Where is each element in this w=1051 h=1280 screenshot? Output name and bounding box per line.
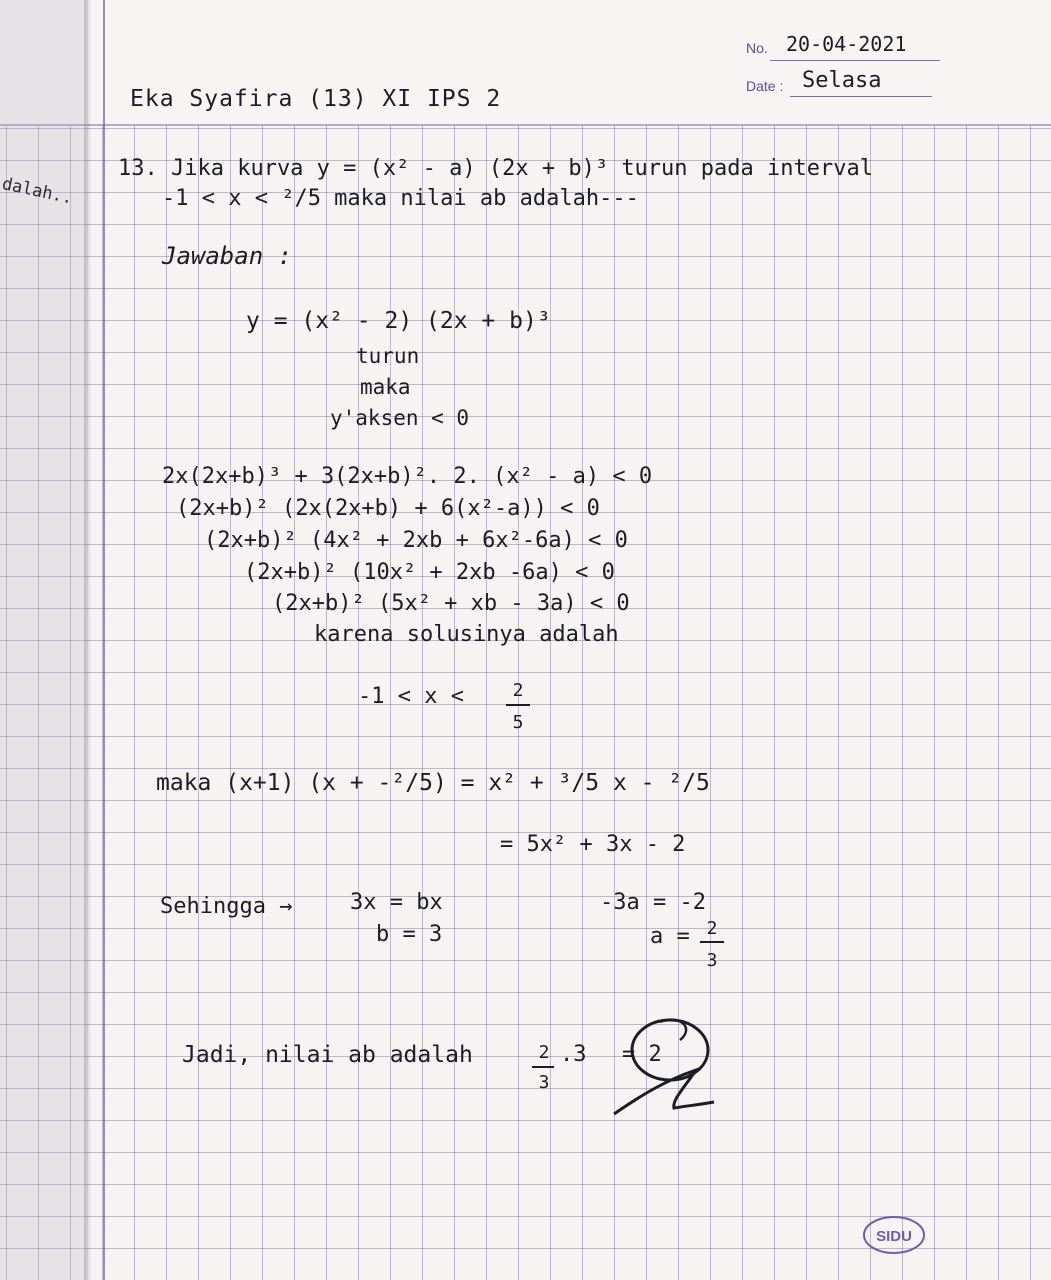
step-4: (2x+b)² (10x² + 2xb -6a) < 0 <box>244 560 615 585</box>
karena-line: karena solusinya adalah <box>314 622 619 647</box>
a-equation-2: a = <box>650 924 690 949</box>
word-turun: turun <box>356 344 420 368</box>
student-name: Eka Syafira (13) XI IPS 2 <box>130 86 502 112</box>
product-fraction-bar <box>532 1066 554 1068</box>
final-answer: = 2 <box>622 1042 662 1067</box>
b-equation-2: b = 3 <box>376 922 443 947</box>
step-3: (2x+b)² (4x² + 2xb + 6x²-6a) < 0 <box>204 528 628 553</box>
a-numerator: 2 <box>706 918 718 939</box>
date-label: Date : <box>746 78 784 94</box>
a-equation-1: -3a = -2 <box>600 890 706 915</box>
step-5: (2x+b)² (5x² + xb - 3a) < 0 <box>272 591 630 616</box>
sidu-logo <box>862 1215 926 1255</box>
interval-fraction-bar <box>506 704 530 706</box>
signature-mark <box>600 1010 720 1130</box>
no-rule <box>770 60 940 61</box>
binding-shadow <box>84 0 92 1280</box>
product-denominator: 3 <box>538 1072 550 1093</box>
header-rule <box>0 124 1051 126</box>
a-denominator: 3 <box>706 950 718 971</box>
day-name: Selasa <box>802 68 882 93</box>
date-rule <box>790 96 932 97</box>
derivative-condition: y'aksen < 0 <box>330 406 470 430</box>
conclusion-text: Jadi, nilai ab adalah <box>182 1042 473 1068</box>
factor-line: maka (x+1) (x + -²/5) = x² + ³/5 x - ²/5 <box>156 770 710 796</box>
interval-numerator: 2 <box>512 680 524 701</box>
interval-left: -1 < x < <box>358 684 464 709</box>
logo-text: SIDU <box>876 1228 912 1245</box>
date-number: 20-04-2021 <box>786 32 907 56</box>
interval-denominator: 5 <box>512 712 524 733</box>
question-line-1: 13. Jika kurva y = (x² - a) (2x + b)³ turun pada interval <box>118 156 873 181</box>
answer-heading: Jawaban : <box>162 242 293 270</box>
margin-note: dalah.. <box>0 174 75 209</box>
step-1: 2x(2x+b)³ + 3(2x+b)². 2. (x² - a) < 0 <box>162 464 653 489</box>
expanded-polynomial: = 5x² + 3x - 2 <box>500 832 686 857</box>
a-fraction-bar <box>700 941 724 943</box>
product-multiplier: .3 <box>560 1042 587 1067</box>
no-label: No. <box>746 40 768 56</box>
margin-line <box>103 0 105 1280</box>
word-maka: maka <box>360 375 411 399</box>
sehingga-label: Sehingga → <box>160 894 293 919</box>
question-line-2: -1 < x < ²/5 maka nilai ab adalah--- <box>162 186 639 211</box>
product-numerator: 2 <box>538 1042 550 1063</box>
step-2: (2x+b)² (2x(2x+b) + 6(x²-a)) < 0 <box>176 496 600 521</box>
equation-1: y = (x² - 2) (2x + b)³ <box>246 308 551 334</box>
b-equation-1: 3x = bx <box>350 890 443 915</box>
